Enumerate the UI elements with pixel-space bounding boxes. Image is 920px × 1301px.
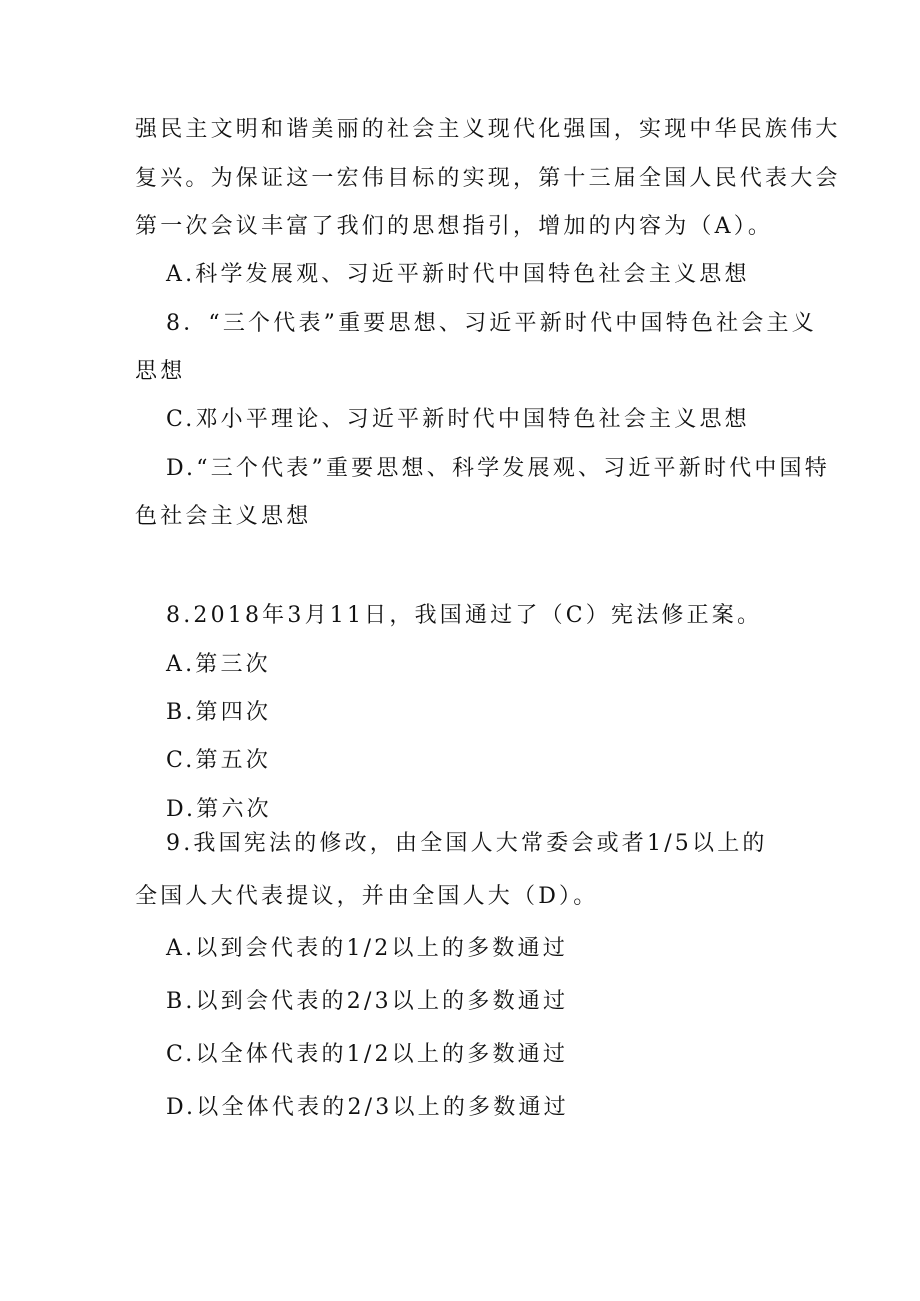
q9-option-a: A.以到会代表的1/2以上的多数通过 xyxy=(166,936,568,961)
q7-stem-line-2: 复兴。为保证这一宏伟目标的实现，第十三届全国人民代表大会 xyxy=(135,166,841,191)
q9-option-d: D.以全体代表的2/3以上的多数通过 xyxy=(166,1095,569,1120)
q9-stem-line-1: 9.我国宪法的修改，由全国人大常委会或者1/5以上的 xyxy=(166,831,768,856)
q9-option-b: B.以到会代表的2/3以上的多数通过 xyxy=(166,989,569,1014)
q9-stem-line-2: 全国人大代表提议，并由全国人大（D）。 xyxy=(135,884,599,909)
q8-option-c: C.第五次 xyxy=(166,748,272,773)
q7-option-a: A.科学发展观、习近平新时代中国特色社会主义思想 xyxy=(166,262,750,287)
q8-option-a: A.第三次 xyxy=(166,652,271,677)
q8-option-b: B.第四次 xyxy=(166,700,272,725)
q7-option-b-line-1: 8．“三个代表”重要思想、习近平新时代中国特色社会主义 xyxy=(166,311,817,336)
q7-option-b-line-2: 思想 xyxy=(135,359,186,384)
q7-option-c: C.邓小平理论、习近平新时代中国特色社会主义思想 xyxy=(166,407,750,432)
q9-option-c: C.以全体代表的1/2以上的多数通过 xyxy=(166,1042,569,1067)
q8-stem: 8.2018年3月11日，我国通过了（C）宪法修正案。 xyxy=(166,603,763,628)
q7-option-d-line-1: D.“三个代表”重要思想、科学发展观、习近平新时代中国特 xyxy=(166,456,830,481)
q7-stem-line-1: 强民主文明和谐美丽的社会主义现代化强国，实现中华民族伟大 xyxy=(135,117,841,142)
q7-stem-line-3: 第一次会议丰富了我们的思想指引，增加的内容为（A）。 xyxy=(135,214,774,239)
q8-option-d: D.第六次 xyxy=(166,797,272,822)
q7-option-d-line-2: 色社会主义思想 xyxy=(135,504,312,529)
